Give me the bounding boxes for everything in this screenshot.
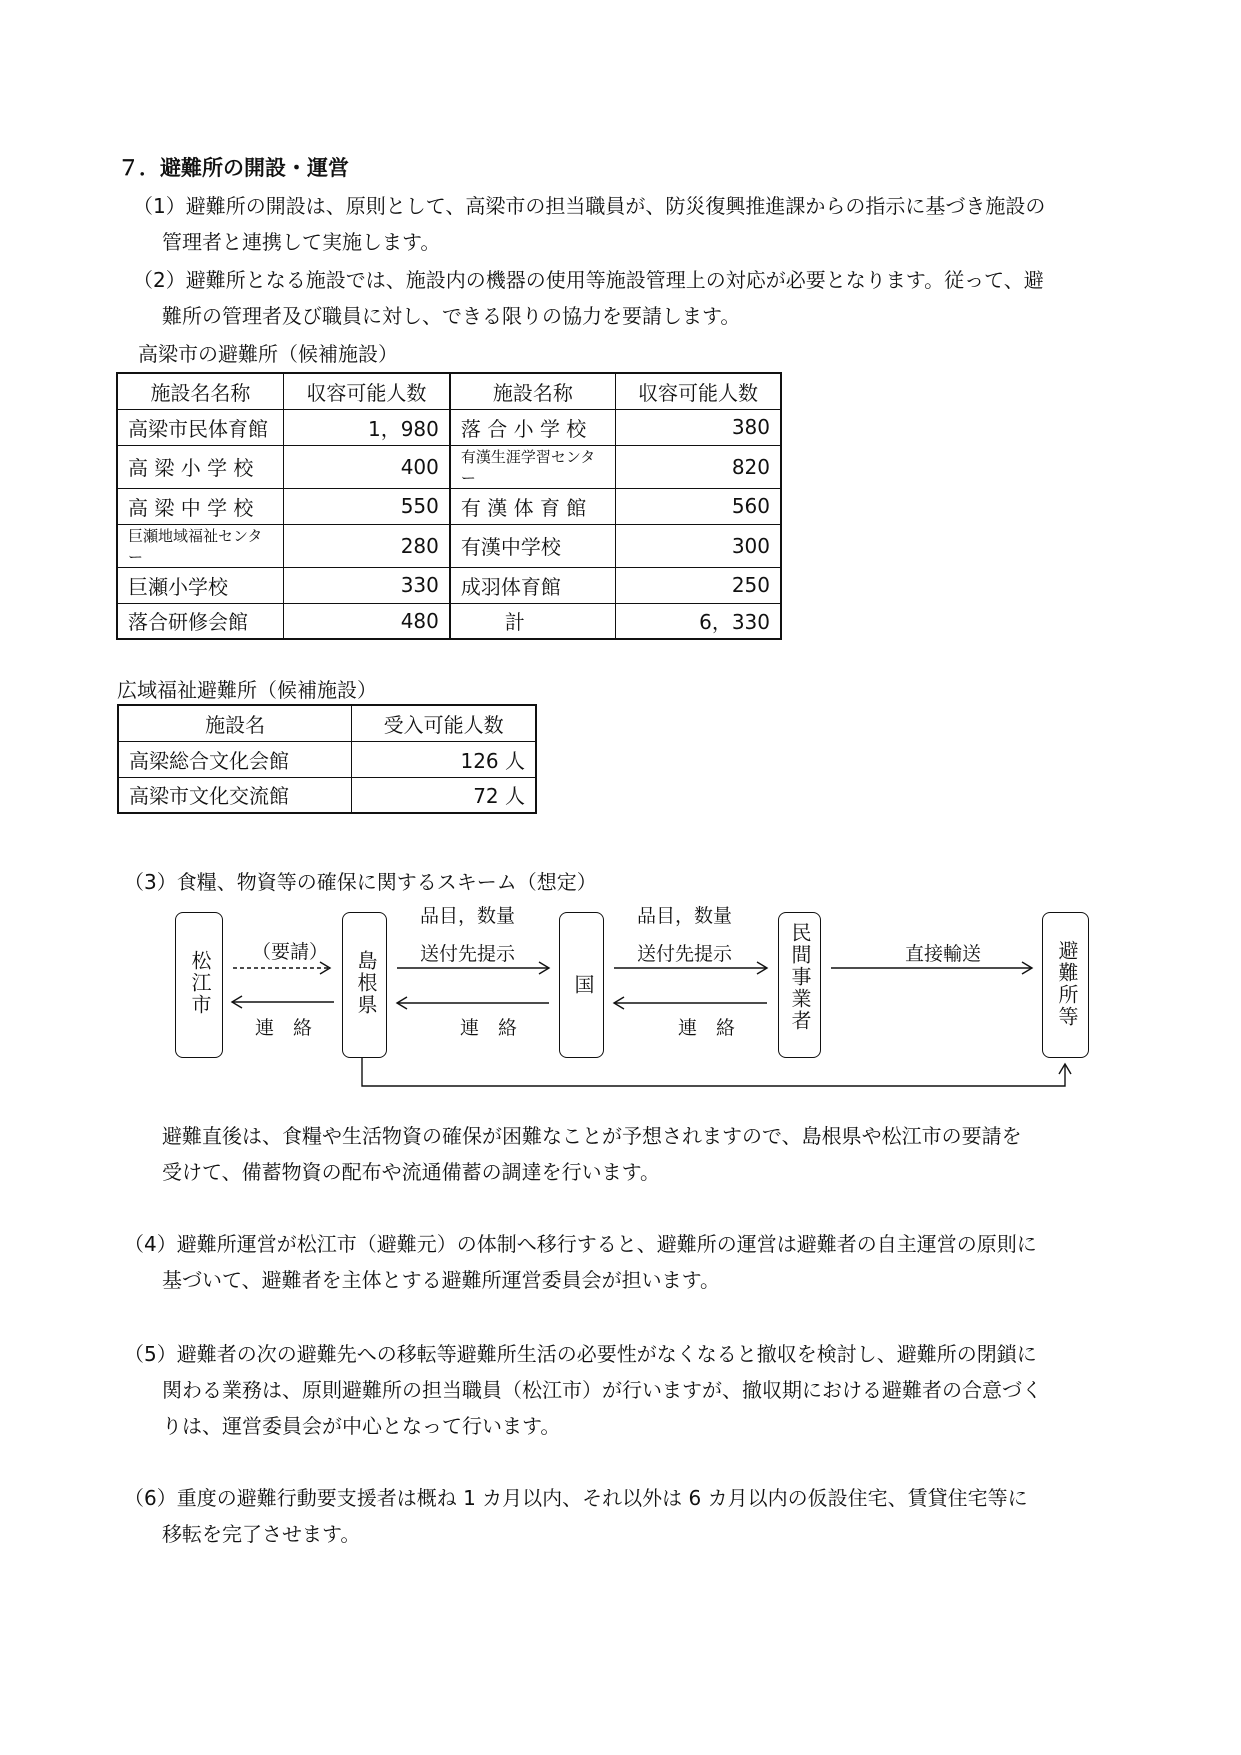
- label-yousei: （要請）: [252, 941, 329, 963]
- paragraph-2-line-2: 難所の管理者及び職員に対し、できる限りの協力を要請します。: [162, 304, 741, 328]
- after-scheme-line-2: 受けて、備蓄物資の配布や流通備蓄の調達を行います。: [162, 1160, 660, 1184]
- label-soufu-2: 送付先提示: [637, 943, 733, 965]
- paragraph-5-line-1: （5）避難者の次の避難先への移転等避難所生活の必要性がなくなると撤収を検討し、避難所の閉鎖に: [124, 1342, 1037, 1366]
- facility-name: 成羽体育館: [450, 567, 616, 603]
- capacity: 280: [283, 524, 449, 567]
- after-scheme-line-1: 避難直後は、食糧や生活物資の確保が困難なことが予想されますので、島根県や松江市の要請を: [162, 1124, 1022, 1148]
- paragraph-6-line-2: 移転を完了させます。: [162, 1522, 361, 1546]
- capacity: 72 人: [352, 777, 536, 813]
- header-cell: 受入可能人数: [352, 705, 536, 741]
- capacity: 560: [615, 488, 781, 524]
- capacity: 250: [615, 567, 781, 603]
- facility-name: 有 漢 体 育 館: [450, 488, 616, 524]
- capacity: 1，980: [283, 409, 449, 445]
- label-renraku-2: 連 絡: [460, 1017, 518, 1039]
- paragraph-5-line-3: りは、運営委員会が中心となって行います。: [162, 1414, 561, 1438]
- header-cell: 施設名: [118, 705, 352, 741]
- facility-name: 巨瀬地域福祉センター: [117, 524, 283, 567]
- capacity: 550: [283, 488, 449, 524]
- box-shimane-label: 島根県: [354, 950, 378, 1016]
- paragraph-2-line-1: （2）避難所となる施設では、施設内の機器の使用等施設管理上の対応が必要となります。従って、避: [133, 268, 1044, 292]
- facility-name: 高梁市民体育館: [117, 409, 283, 445]
- section-title: ７．避難所の開設・運営: [118, 156, 349, 180]
- header-cell: 収容可能人数: [615, 373, 781, 409]
- paragraph-6-line-1: （6）重度の避難行動要支援者は概ね 1 カ月以内、それ以外は 6 カ月以内の仮設住宅、賃貸住宅等に: [124, 1486, 1028, 1510]
- label-renraku-3: 連 絡: [678, 1017, 736, 1039]
- box-minkan-label: 民間事業者: [788, 922, 812, 1032]
- total-label: 計: [450, 603, 616, 639]
- header-cell: 施設名称: [450, 373, 616, 409]
- paragraph-5-line-2: 関わる業務は、原則避難所の担当職員（松江市）が行いますが、撤収期における避難者の合意づく: [162, 1378, 1042, 1402]
- facility-name: 高 梁 小 学 校: [117, 445, 283, 488]
- paragraph-1-line-2: 管理者と連携して実施します。: [162, 230, 441, 254]
- facility-name: 巨瀬小学校: [117, 567, 283, 603]
- paragraph-4-line-2: 基づいて、避難者を主体とする避難所運営委員会が担います。: [162, 1268, 720, 1292]
- label-hinmoku-2: 品目，数量: [637, 905, 733, 927]
- header-cell: 収容可能人数: [283, 373, 449, 409]
- welfare-table-caption: 広域福祉避難所（候補施設）: [117, 678, 377, 702]
- facility-name: 高梁市文化交流館: [118, 777, 352, 813]
- box-matsue-label: 松江市: [188, 950, 212, 1016]
- facility-name: 落合研修会館: [117, 603, 283, 639]
- capacity: 380: [615, 409, 781, 445]
- scheme-title: （3）食糧、物資等の確保に関するスキーム（想定）: [124, 870, 597, 894]
- label-renraku-1: 連 絡: [255, 1017, 313, 1039]
- arrow-bottom-route: [362, 1058, 1065, 1086]
- paragraph-4-line-1: （4）避難所運営が松江市（避難元）の体制へ移行すると、避難所の運営は避難者の自主運営の原則に: [124, 1232, 1037, 1256]
- box-kuni-label: 国: [571, 974, 595, 996]
- facility-name: 落 合 小 学 校: [450, 409, 616, 445]
- label-hinmoku-1: 品目，数量: [420, 905, 516, 927]
- label-soufu-1: 送付先提示: [420, 943, 516, 965]
- capacity: 400: [283, 445, 449, 488]
- shelter-table-caption: 高梁市の避難所（候補施設）: [138, 342, 398, 366]
- facility-name: 高 梁 中 学 校: [117, 488, 283, 524]
- capacity: 300: [615, 524, 781, 567]
- paragraph-1-line-1: （1）避難所の開設は、原則として、高梁市の担当職員が、防災復興推進課からの指示に基づき施設の: [133, 194, 1046, 218]
- header-cell: 施設名名称: [117, 373, 283, 409]
- capacity: 126 人: [352, 741, 536, 777]
- facility-name: 有漢中学校: [450, 524, 616, 567]
- label-chokusetsu: 直接輸送: [905, 943, 982, 965]
- capacity: 330: [283, 567, 449, 603]
- capacity: 480: [283, 603, 449, 639]
- facility-name: 有漢生涯学習センター: [450, 445, 616, 488]
- box-hinanjo-label: 避難所等: [1055, 940, 1079, 1028]
- facility-name: 高梁総合文化会館: [118, 741, 352, 777]
- capacity: 820: [615, 445, 781, 488]
- total-capacity: 6，330: [615, 603, 781, 639]
